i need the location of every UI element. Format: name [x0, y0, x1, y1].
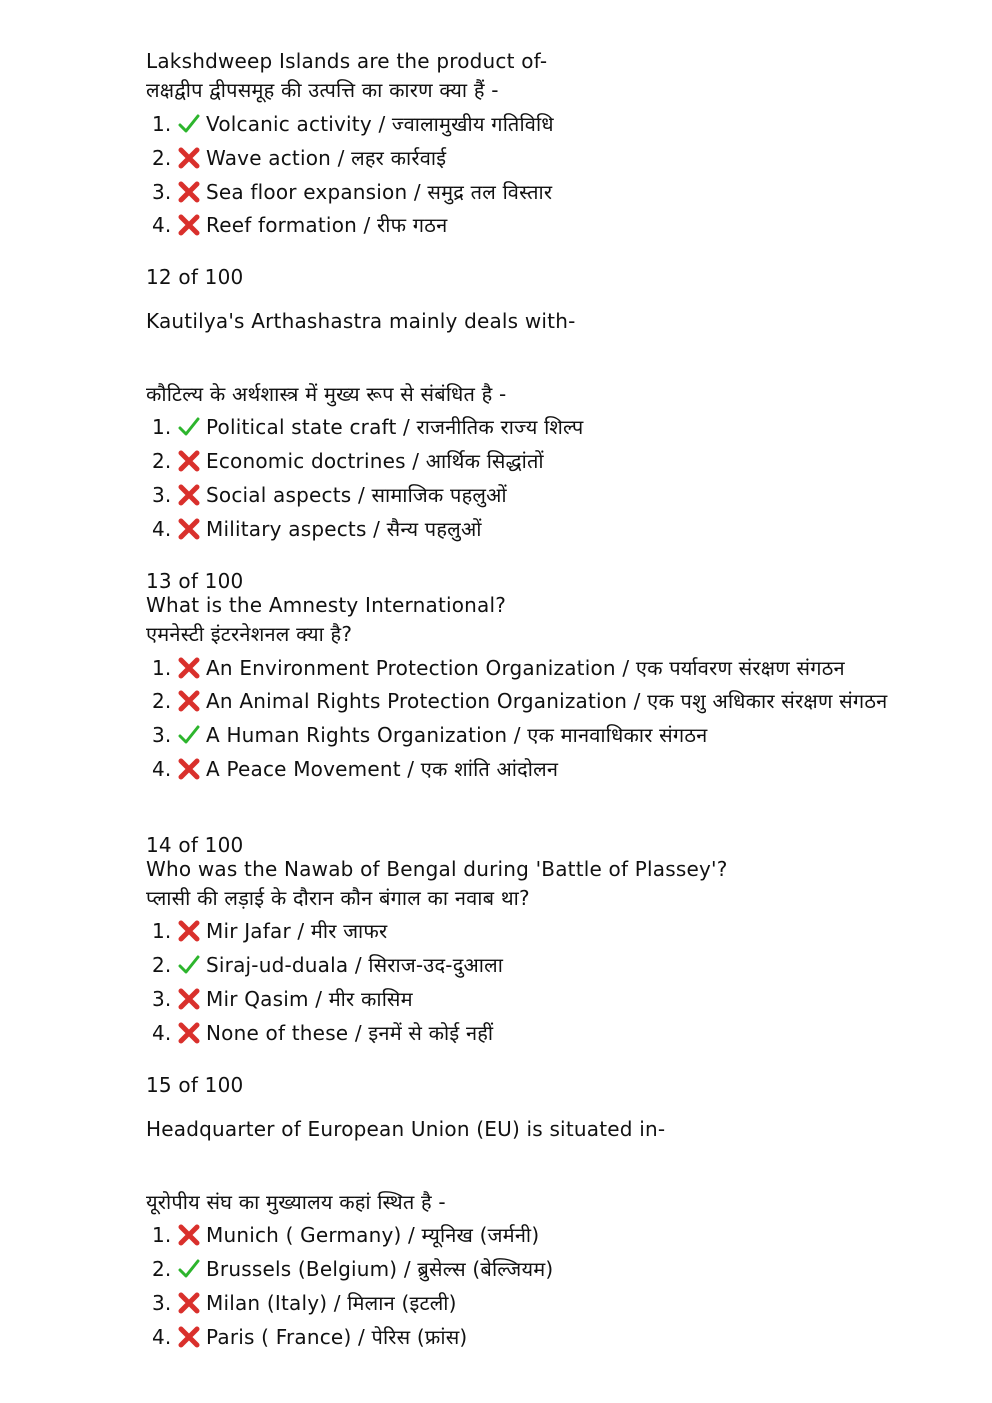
option-row: [152, 482, 507, 508]
option-number: 1.: [152, 919, 172, 943]
option-number: 1.: [152, 656, 172, 680]
question-english: Headquarter of European Union (EU) is situated in-: [146, 1117, 666, 1141]
option-number: 4.: [152, 517, 172, 541]
option-text: Mir Jafar / मीर जाफर: [206, 919, 388, 943]
cross-icon: [178, 655, 204, 681]
question-hindi: एमनेस्टी इंटरनेशनल क्या है?: [146, 622, 353, 646]
option-row: [152, 688, 887, 714]
cross-icon: [178, 1290, 204, 1316]
option-row: [152, 145, 446, 171]
option-row: [152, 1324, 467, 1350]
option-number: 2.: [152, 146, 172, 170]
option-text: Siraj-ud-duala / सिराज-उद-दुआला: [206, 953, 504, 977]
option-text: Military aspects / सैन्य पहलुओं: [206, 517, 482, 541]
question-counter: 14 of 100: [146, 833, 244, 857]
option-text: None of these / इनमें से कोई नहीं: [206, 1021, 494, 1045]
cross-icon: [178, 918, 204, 944]
option-text: Brussels (Belgium) / ब्रुसेल्स (बेल्जियम): [206, 1257, 554, 1281]
cross-icon: [178, 1324, 204, 1350]
question-english: What is the Amnesty International?: [146, 593, 507, 617]
option-number: 4.: [152, 213, 172, 237]
option-row: [152, 655, 845, 681]
cross-icon: [178, 448, 204, 474]
option-row: [152, 179, 552, 205]
option-number: 4.: [152, 1325, 172, 1349]
option-number: 3.: [152, 483, 172, 507]
option-number: 1.: [152, 112, 172, 136]
option-text: Wave action / लहर कार्रवाई: [206, 146, 447, 170]
question-english: Who was the Nawab of Bengal during 'Battle of Plassey'?: [146, 857, 728, 881]
option-row: [152, 722, 707, 748]
question-english: Lakshdweep Islands are the product of-: [146, 49, 548, 73]
option-text: Paris ( France) / पेरिस (फ्रांस): [206, 1325, 468, 1349]
option-text: Social aspects / सामाजिक पहलुओं: [206, 483, 507, 507]
question-hindi: लक्षद्वीप द्वीपसमूह की उत्पत्ति का कारण क्या हैं -: [146, 78, 499, 102]
cross-icon: [178, 179, 204, 205]
option-row: [152, 756, 558, 782]
option-text: Economic doctrines / आर्थिक सिद्धांतों: [206, 449, 544, 473]
option-text: Sea floor expansion / समुद्र तल विस्तार: [206, 180, 553, 204]
cross-icon: [178, 688, 204, 714]
cross-icon: [178, 482, 204, 508]
option-number: 2.: [152, 689, 172, 713]
option-row: [152, 212, 447, 238]
cross-icon: [178, 516, 204, 542]
option-number: 4.: [152, 757, 172, 781]
option-number: 2.: [152, 449, 172, 473]
question-english: Kautilya's Arthashastra mainly deals with-: [146, 309, 576, 333]
option-text: Milan (Italy) / मिलान (इटली): [206, 1291, 457, 1315]
check-icon: [178, 952, 204, 978]
option-row: [152, 111, 554, 137]
option-text: Volcanic activity / ज्वालामुखीय गतिविधि: [206, 112, 554, 136]
cross-icon: [178, 145, 204, 171]
option-number: 3.: [152, 723, 172, 747]
option-text: An Animal Rights Protection Organization / एक पशु अधिकार संरक्षण संगठन: [206, 689, 888, 713]
option-number: 2.: [152, 953, 172, 977]
question-hindi: यूरोपीय संघ का मुख्यालय कहां स्थित है -: [146, 1190, 446, 1214]
question-counter: 15 of 100: [146, 1073, 244, 1097]
option-row: [152, 414, 583, 440]
question-counter: 13 of 100: [146, 569, 244, 593]
option-text: An Environment Protection Organization / एक पर्यावरण संरक्षण संगठन: [206, 656, 845, 680]
option-number: 1.: [152, 1223, 172, 1247]
option-row: [152, 1222, 539, 1248]
cross-icon: [178, 986, 204, 1012]
option-text: Munich ( Germany) / म्यूनिख (जर्मनी): [206, 1223, 540, 1247]
option-text: A Peace Movement / एक शांति आंदोलन: [206, 757, 559, 781]
cross-icon: [178, 1222, 204, 1248]
option-row: [152, 1256, 553, 1282]
option-text: Mir Qasim / मीर कासिम: [206, 987, 413, 1011]
option-text: A Human Rights Organization / एक मानवाधिकार संगठन: [206, 723, 708, 747]
option-number: 3.: [152, 987, 172, 1011]
option-row: [152, 952, 503, 978]
option-number: 3.: [152, 180, 172, 204]
question-hindi: प्लासी की लड़ाई के दौरान कौन बंगाल का नवाब था?: [146, 886, 530, 910]
option-row: [152, 516, 482, 542]
option-text: Political state craft / राजनीतिक राज्य शिल्प: [206, 415, 584, 439]
option-number: 4.: [152, 1021, 172, 1045]
question-counter: 12 of 100: [146, 265, 244, 289]
check-icon: [178, 1256, 204, 1282]
option-number: 1.: [152, 415, 172, 439]
question-hindi: कौटिल्य के अर्थशास्त्र में मुख्य रूप से संबंधित है -: [146, 382, 507, 406]
check-icon: [178, 111, 204, 137]
option-row: [152, 986, 413, 1012]
check-icon: [178, 414, 204, 440]
option-number: 2.: [152, 1257, 172, 1281]
option-text: Reef formation / रीफ गठन: [206, 213, 448, 237]
cross-icon: [178, 1020, 204, 1046]
check-icon: [178, 722, 204, 748]
option-row: [152, 448, 544, 474]
option-row: [152, 1020, 493, 1046]
option-row: [152, 918, 387, 944]
option-number: 3.: [152, 1291, 172, 1315]
cross-icon: [178, 756, 204, 782]
cross-icon: [178, 212, 204, 238]
option-row: [152, 1290, 457, 1316]
